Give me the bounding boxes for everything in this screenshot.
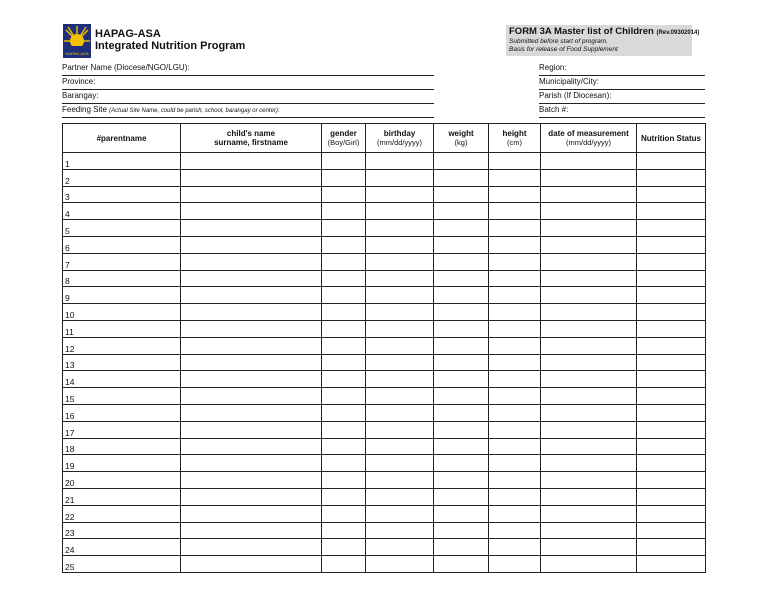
table-row (63, 404, 706, 421)
table-cell[interactable] (322, 169, 366, 186)
table-cell[interactable] (541, 186, 637, 203)
table-cell[interactable] (366, 270, 434, 287)
table-header-row (63, 124, 706, 153)
row-number-cell[interactable]: 18 (63, 438, 181, 455)
table-cell[interactable] (366, 304, 434, 321)
table-cell[interactable] (181, 505, 322, 522)
table-cell[interactable] (322, 320, 366, 337)
municipality-field[interactable] (539, 76, 705, 90)
table-cell[interactable] (434, 304, 489, 321)
row-number-cell[interactable]: 2 (63, 169, 181, 186)
table-row (63, 556, 706, 573)
table-cell[interactable] (637, 253, 706, 270)
table-cell[interactable] (541, 522, 637, 539)
barangay-label: Barangay: (62, 91, 99, 100)
table-cell[interactable] (541, 153, 637, 170)
table-cell[interactable] (541, 404, 637, 421)
table-cell[interactable] (322, 505, 366, 522)
province-label: Province: (62, 77, 96, 86)
table-cell[interactable] (637, 236, 706, 253)
table-cell[interactable] (637, 220, 706, 237)
table-cell[interactable] (434, 455, 489, 472)
batch-label: Batch #: (539, 105, 569, 114)
table-cell[interactable] (322, 220, 366, 237)
table-cell[interactable] (489, 522, 541, 539)
table-cell[interactable] (322, 153, 366, 170)
table-cell[interactable] (181, 404, 322, 421)
table-cell[interactable] (541, 556, 637, 573)
table-cell[interactable] (434, 337, 489, 354)
table-cell[interactable] (434, 472, 489, 489)
table-cell[interactable] (489, 186, 541, 203)
table-cell[interactable] (434, 556, 489, 573)
table-cell[interactable] (637, 304, 706, 321)
row-number-cell[interactable]: 8 (63, 270, 181, 287)
table-cell[interactable] (322, 522, 366, 539)
table-cell[interactable] (322, 438, 366, 455)
table-row (63, 472, 706, 489)
column-header-height: height (cm) (489, 124, 541, 153)
column-header-weight: weight (kg) (434, 124, 489, 153)
table-cell[interactable] (434, 522, 489, 539)
row-number-cell[interactable]: 3 (63, 186, 181, 203)
table-cell[interactable] (181, 354, 322, 371)
table-row (63, 539, 706, 556)
row-number-cell[interactable]: 13 (63, 354, 181, 371)
table-cell[interactable] (489, 320, 541, 337)
table-cell[interactable] (366, 488, 434, 505)
row-number-cell[interactable]: 17 (63, 421, 181, 438)
form-title (509, 26, 699, 37)
column-header-nutrition-status: Nutrition Status (637, 124, 706, 153)
table-cell[interactable] (637, 388, 706, 405)
table-row (63, 287, 706, 304)
table-body (63, 153, 706, 573)
row-number-cell[interactable]: 15 (63, 388, 181, 405)
province-field[interactable] (62, 76, 434, 90)
table-cell[interactable] (434, 354, 489, 371)
table-cell[interactable] (181, 371, 322, 388)
table-row (63, 220, 706, 237)
table-cell[interactable] (322, 253, 366, 270)
table-cell[interactable] (541, 539, 637, 556)
table-cell[interactable] (637, 505, 706, 522)
row-number-cell[interactable]: 4 (63, 203, 181, 220)
table-cell[interactable] (434, 488, 489, 505)
program-name: Integrated Nutrition Program (95, 40, 246, 52)
municipality-label: Municipality/City: (539, 77, 600, 86)
table-cell[interactable] (366, 320, 434, 337)
batch-field[interactable] (539, 104, 705, 118)
table-cell[interactable] (322, 472, 366, 489)
barangay-field[interactable] (62, 90, 434, 104)
table-row (63, 320, 706, 337)
table-cell[interactable] (637, 539, 706, 556)
table-cell[interactable] (181, 270, 322, 287)
table-cell[interactable] (181, 287, 322, 304)
table-cell[interactable] (181, 421, 322, 438)
table-cell[interactable] (322, 404, 366, 421)
table-cell[interactable] (181, 438, 322, 455)
table-row (63, 186, 706, 203)
table-cell[interactable] (541, 253, 637, 270)
row-number-cell[interactable]: 23 (63, 522, 181, 539)
feeding-site-label: Feeding Site (62, 105, 107, 114)
table-cell[interactable] (181, 388, 322, 405)
row-number-cell[interactable]: 7 (63, 253, 181, 270)
table-cell[interactable] (181, 220, 322, 237)
form-note-2: Basis for release of Food Supplement (509, 46, 618, 53)
hapag-asa-logo (63, 24, 91, 58)
row-number-cell[interactable]: 5 (63, 220, 181, 237)
table-cell[interactable] (541, 304, 637, 321)
region-label: Region: (539, 63, 567, 72)
table-cell[interactable] (434, 404, 489, 421)
table-row (63, 304, 706, 321)
table-row (63, 438, 706, 455)
table-cell[interactable] (637, 455, 706, 472)
region-field[interactable] (539, 62, 705, 76)
table-cell[interactable] (434, 421, 489, 438)
table-cell[interactable] (181, 186, 322, 203)
table-cell[interactable] (322, 488, 366, 505)
row-number-cell[interactable]: 21 (63, 488, 181, 505)
table-cell[interactable] (541, 455, 637, 472)
table-cell[interactable] (322, 371, 366, 388)
table-cell[interactable] (434, 320, 489, 337)
table-cell[interactable] (489, 270, 541, 287)
table-row (63, 253, 706, 270)
table-cell[interactable] (434, 236, 489, 253)
table-cell[interactable] (541, 472, 637, 489)
table-cell[interactable] (637, 354, 706, 371)
table-cell[interactable] (322, 203, 366, 220)
table-cell[interactable] (637, 404, 706, 421)
table-cell[interactable] (322, 270, 366, 287)
table-cell[interactable] (489, 169, 541, 186)
table-cell[interactable] (489, 404, 541, 421)
table-cell[interactable] (489, 304, 541, 321)
table-cell[interactable] (541, 337, 637, 354)
table-cell[interactable] (489, 153, 541, 170)
table-cell[interactable] (322, 304, 366, 321)
table-cell[interactable] (366, 354, 434, 371)
table-row (63, 371, 706, 388)
table-cell[interactable] (434, 287, 489, 304)
org-name: HAPAG-ASA (95, 28, 161, 40)
table-cell[interactable] (434, 388, 489, 405)
table-cell[interactable] (366, 472, 434, 489)
table-cell[interactable] (489, 337, 541, 354)
table-cell[interactable] (181, 337, 322, 354)
table-cell[interactable] (637, 522, 706, 539)
table-cell[interactable] (434, 153, 489, 170)
partner-name-field[interactable] (62, 62, 434, 76)
parish-label: Parish (If Diocesan): (539, 91, 612, 100)
table-cell[interactable] (181, 522, 322, 539)
table-cell[interactable] (366, 203, 434, 220)
table-cell[interactable] (366, 455, 434, 472)
table-cell[interactable] (434, 220, 489, 237)
row-number-cell[interactable]: 1 (63, 153, 181, 170)
svg-text:HAPAG-ASA: HAPAG-ASA (65, 51, 89, 56)
form-revision: (Rev.09302014) (656, 30, 700, 36)
row-number-cell[interactable]: 20 (63, 472, 181, 489)
row-number-cell[interactable]: 6 (63, 236, 181, 253)
table-cell[interactable] (637, 556, 706, 573)
table-cell[interactable] (541, 169, 637, 186)
table-cell[interactable] (181, 253, 322, 270)
table-cell[interactable] (489, 388, 541, 405)
table-cell[interactable] (322, 421, 366, 438)
table-cell[interactable] (637, 320, 706, 337)
column-header-child-name: child's name surname, firstname (181, 124, 322, 153)
table-cell[interactable] (541, 354, 637, 371)
row-number-cell[interactable]: 22 (63, 505, 181, 522)
table-cell[interactable] (366, 421, 434, 438)
row-number-cell[interactable]: 9 (63, 287, 181, 304)
table-row (63, 522, 706, 539)
table-cell[interactable] (541, 388, 637, 405)
table-cell[interactable] (541, 438, 637, 455)
table-cell[interactable] (366, 186, 434, 203)
column-header-parentname: #parentname (63, 124, 181, 153)
table-cell[interactable] (489, 539, 541, 556)
table-cell[interactable] (541, 488, 637, 505)
table-cell[interactable] (181, 320, 322, 337)
table-cell[interactable] (322, 556, 366, 573)
table-cell[interactable] (366, 539, 434, 556)
table-row (63, 421, 706, 438)
table-cell[interactable] (637, 169, 706, 186)
table-cell[interactable] (489, 556, 541, 573)
table-cell[interactable] (434, 438, 489, 455)
table-cell[interactable] (366, 556, 434, 573)
table-cell[interactable] (541, 270, 637, 287)
table-cell[interactable] (489, 287, 541, 304)
row-number-cell[interactable]: 14 (63, 371, 181, 388)
table-cell[interactable] (366, 438, 434, 455)
table-cell[interactable] (322, 388, 366, 405)
table-cell[interactable] (322, 455, 366, 472)
table-cell[interactable] (637, 203, 706, 220)
table-cell[interactable] (434, 169, 489, 186)
table-cell[interactable] (181, 304, 322, 321)
table-cell[interactable] (434, 270, 489, 287)
form-note-1: Submitted before start of program. (509, 38, 608, 45)
table-cell[interactable] (366, 236, 434, 253)
table-cell[interactable] (637, 186, 706, 203)
table-row (63, 153, 706, 170)
table-cell[interactable] (637, 287, 706, 304)
table-cell[interactable] (181, 153, 322, 170)
row-number-cell[interactable]: 12 (63, 337, 181, 354)
master-list-table (62, 123, 706, 573)
table-row (63, 337, 706, 354)
table-cell[interactable] (637, 421, 706, 438)
table-cell[interactable] (434, 505, 489, 522)
table-cell[interactable] (366, 388, 434, 405)
table-cell[interactable] (181, 203, 322, 220)
table-cell[interactable] (541, 220, 637, 237)
feeding-site-field[interactable] (62, 104, 434, 118)
table-cell[interactable] (489, 438, 541, 455)
table-cell[interactable] (366, 505, 434, 522)
table-cell[interactable] (489, 354, 541, 371)
table-cell[interactable] (434, 539, 489, 556)
table-cell[interactable] (366, 169, 434, 186)
table-cell[interactable] (181, 236, 322, 253)
table-cell[interactable] (637, 270, 706, 287)
table-cell[interactable] (181, 472, 322, 489)
form-title-box (506, 25, 700, 56)
table-cell[interactable] (181, 455, 322, 472)
table-cell[interactable] (366, 522, 434, 539)
table-row (63, 455, 706, 472)
column-header-gender: gender (Boy/Girl) (322, 124, 366, 153)
table-cell[interactable] (489, 505, 541, 522)
table-cell[interactable] (181, 539, 322, 556)
table-row (63, 203, 706, 220)
form-title-text: FORM 3A Master list of Children (509, 26, 654, 37)
table-cell[interactable] (434, 203, 489, 220)
table-cell[interactable] (434, 371, 489, 388)
table-cell[interactable] (541, 371, 637, 388)
table-cell[interactable] (489, 488, 541, 505)
table-cell[interactable] (541, 236, 637, 253)
row-number-cell[interactable]: 10 (63, 304, 181, 321)
table-cell[interactable] (541, 320, 637, 337)
table-cell[interactable] (434, 186, 489, 203)
table-row (63, 505, 706, 522)
row-number-cell[interactable]: 11 (63, 320, 181, 337)
table-cell[interactable] (637, 488, 706, 505)
table-cell[interactable] (366, 371, 434, 388)
table-cell[interactable] (322, 354, 366, 371)
table-cell[interactable] (637, 472, 706, 489)
table-cell[interactable] (366, 404, 434, 421)
table-cell[interactable] (322, 236, 366, 253)
partner-name-label: Partner Name (Diocese/NGO/LGU): (62, 63, 190, 72)
table-cell[interactable] (637, 371, 706, 388)
table-cell[interactable] (366, 220, 434, 237)
table-row (63, 169, 706, 186)
table-cell[interactable] (637, 337, 706, 354)
table-cell[interactable] (322, 287, 366, 304)
table-cell[interactable] (489, 236, 541, 253)
table-row (63, 270, 706, 287)
row-number-cell[interactable]: 19 (63, 455, 181, 472)
table-cell[interactable] (541, 505, 637, 522)
table-cell[interactable] (489, 421, 541, 438)
parish-field[interactable] (539, 90, 705, 104)
table-cell[interactable] (434, 253, 489, 270)
table-cell[interactable] (322, 337, 366, 354)
table-cell[interactable] (489, 455, 541, 472)
table-cell[interactable] (366, 153, 434, 170)
table-cell[interactable] (489, 371, 541, 388)
table-cell[interactable] (489, 253, 541, 270)
table-row (63, 354, 706, 371)
table-cell[interactable] (541, 203, 637, 220)
table-row (63, 488, 706, 505)
row-number-cell[interactable]: 25 (63, 556, 181, 573)
table-cell[interactable] (366, 337, 434, 354)
table-cell[interactable] (489, 220, 541, 237)
feeding-site-hint: (Actual Site Name, could be parish, school, barangay or center): (109, 108, 280, 114)
table-cell[interactable] (489, 472, 541, 489)
table-cell[interactable] (637, 438, 706, 455)
column-header-birthday: birthday (mm/dd/yyyy) (366, 124, 434, 153)
table-cell[interactable] (181, 169, 322, 186)
table-cell[interactable] (366, 253, 434, 270)
row-number-cell[interactable]: 16 (63, 404, 181, 421)
table-cell[interactable] (541, 421, 637, 438)
table-cell[interactable] (322, 539, 366, 556)
table-cell[interactable] (181, 488, 322, 505)
table-cell[interactable] (181, 556, 322, 573)
table-cell[interactable] (541, 287, 637, 304)
table-cell[interactable] (637, 153, 706, 170)
table-row (63, 236, 706, 253)
column-header-date-of-measurement: date of measurement (mm/dd/yyyy) (541, 124, 637, 153)
row-number-cell[interactable]: 24 (63, 539, 181, 556)
table-cell[interactable] (366, 287, 434, 304)
table-cell[interactable] (322, 186, 366, 203)
table-row (63, 388, 706, 405)
table-cell[interactable] (489, 203, 541, 220)
